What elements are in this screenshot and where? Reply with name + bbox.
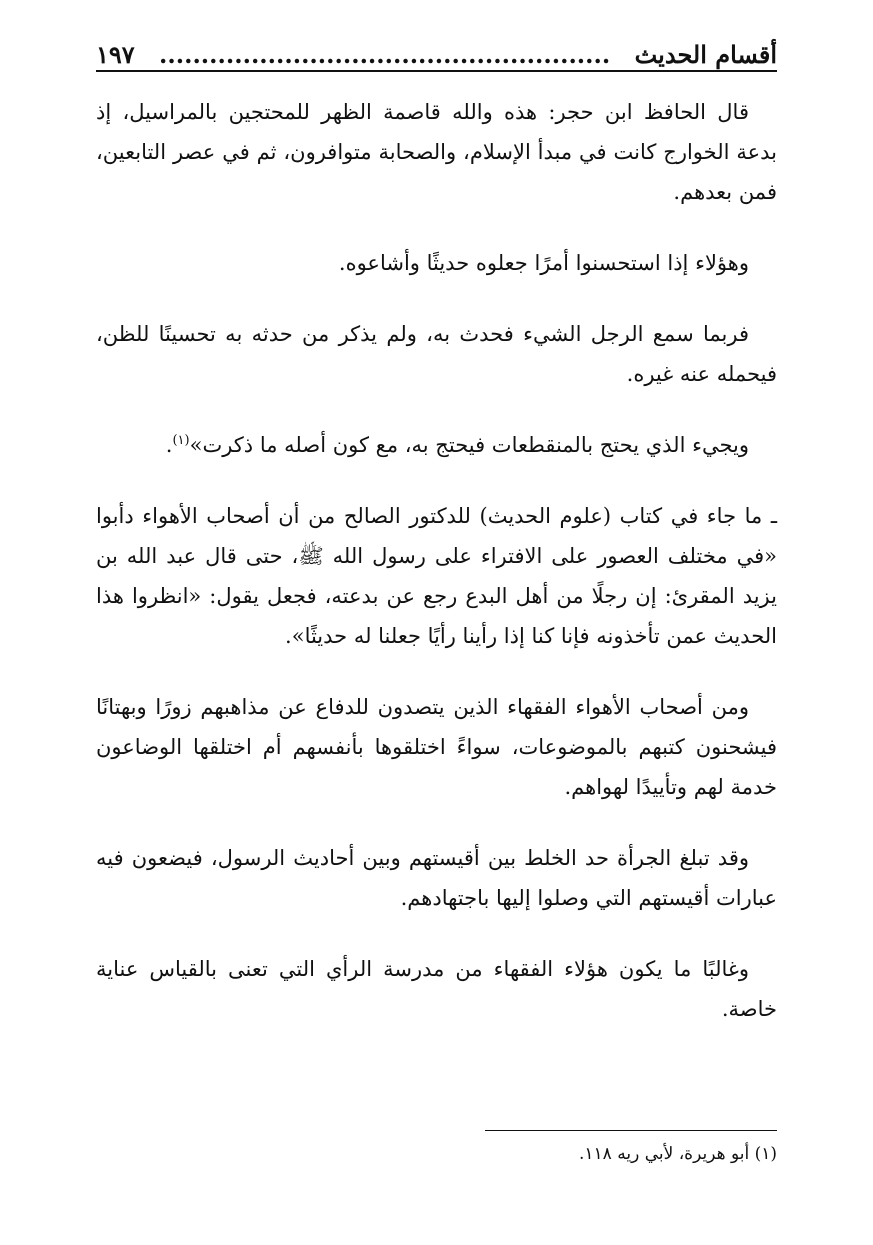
footnote-reference: (١) [172, 433, 190, 448]
body-text [96, 92, 777, 1060]
paragraph-2: وهؤلاء إذا استحسنوا أمرًا جعلوه حديثًا وأشاعوه. [338, 251, 749, 275]
paragraph-7: وقد تبلغ الجرأة حد الخلط بين أقيستهم وبين أحاديث الرسول، فيضعون فيه عبارات أقيستهم التي وصلوا إليها باجتهادهم. [96, 846, 777, 910]
paragraph-4-tail: . [165, 433, 173, 457]
paragraph-8: وغالبًا ما يكون هؤلاء الفقهاء من مدرسة الرأي التي تعنى بالقياس عناية خاصة. [96, 957, 777, 1021]
paragraph-4 [96, 425, 777, 465]
paragraph-3-text: فربما سمع الرجل الشيء فحدث به، ولم يذكر من حدثه به تحسينًا للظن، فيحمله عنه غيره. [96, 322, 777, 386]
paragraph-1: قال الحافظ ابن حجر: هذه والله قاصمة الظهر للمحتجين بالمراسيل، إذ بدعة الخوارج كانت في مبدأ الإسلام، والصحابة متوافرون، ثم في عصر التابعين، فمن بعدهم. [96, 100, 777, 204]
footnote-rule [485, 1130, 777, 1131]
paragraph-4-text: ويجيء الذي يحتج بالمنقطعات فيحتج به، مع كون أصله ما ذكرت» [189, 433, 749, 457]
running-header [96, 30, 777, 70]
paragraph-3 [96, 314, 777, 394]
footnote: (١) أبو هريرة، لأبي ريه ١١٨. [579, 1144, 777, 1164]
running-header-title: أقسام الحديث [634, 40, 777, 70]
page-number: ١٩٧ [96, 40, 135, 70]
running-header-leader: ...................................................... [159, 41, 611, 70]
header-rule [96, 70, 777, 72]
paragraph-5: ـ ما جاء في كتاب (علوم الحديث) للدكتور الصالح من أن أصحاب الأهواء دأبوا «في مختلف العصور على الافتراء على رسول الله ﷺ، حتى قال عبد الله بن يزيد المقرئ: إن رجلًا من أهل البدع رجع عن بدعته، فجعل يقول: «انظروا هذا الحديث عمن تأخذونه فإنا كنا إذا رأينا رأيًا جعلنا له حديثًا». [96, 504, 777, 648]
paragraph-6: ومن أصحاب الأهواء الفقهاء الذين يتصدون للدفاع عن مذاهبهم زورًا وبهتانًا فيشحنون كتبهم بالموضوعات، سواءً اختلقوها بأنفسهم أم اختلقها الوضاعون خدمة لهم وتأييدًا لهواهم. [96, 695, 777, 799]
